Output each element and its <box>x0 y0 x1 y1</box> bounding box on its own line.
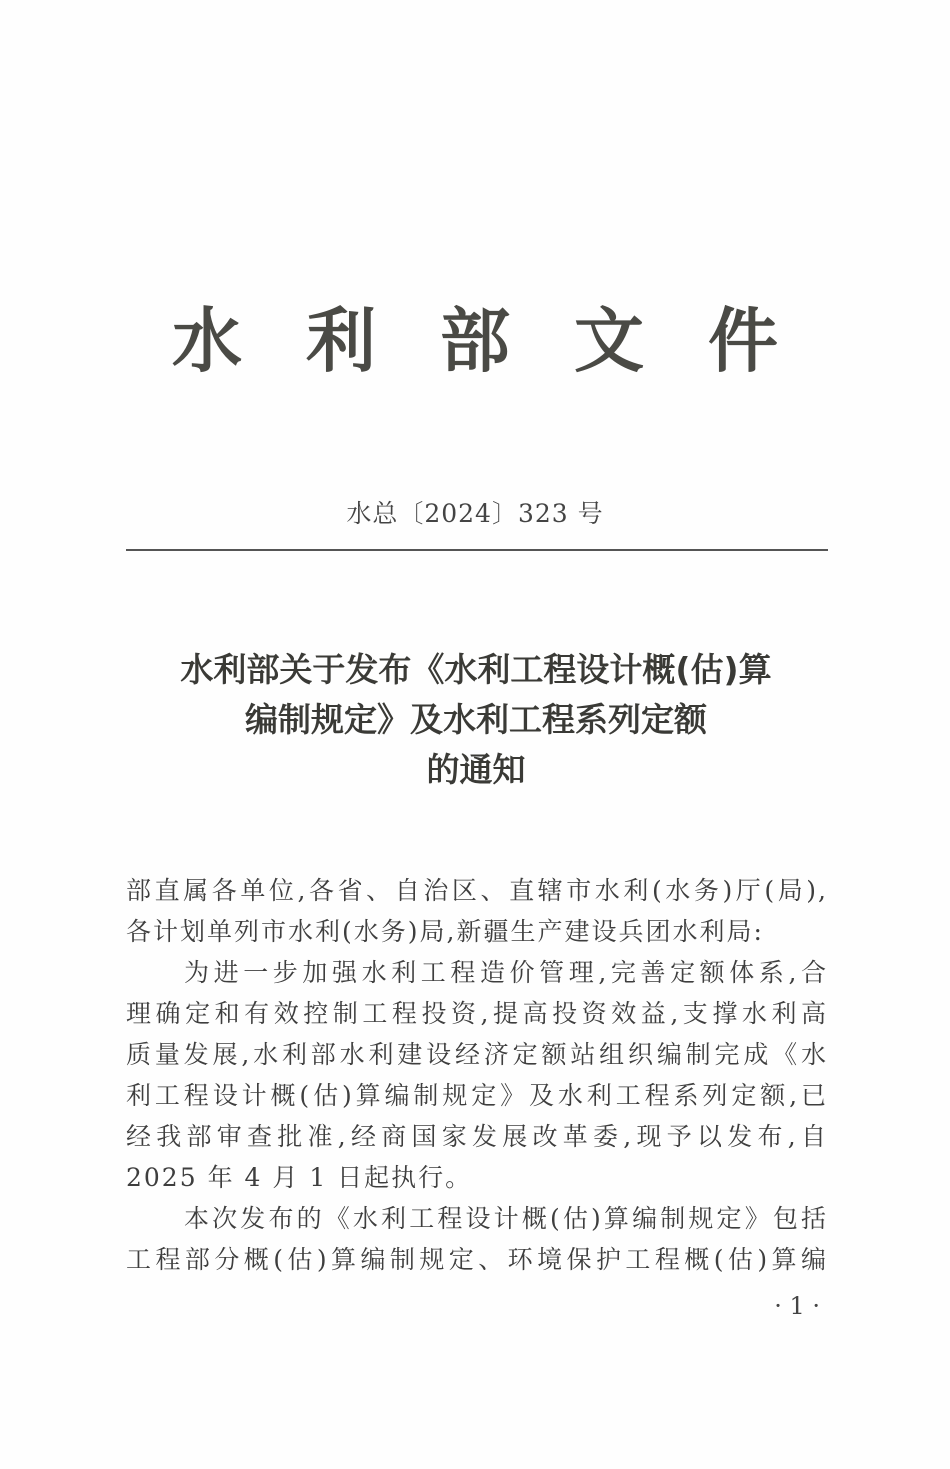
body-line: 利工程设计概(估)算编制规定》及水利工程系列定额,已 <box>126 1081 828 1110</box>
notice-title <box>120 645 832 795</box>
document-number: 水总〔2024〕323 号 <box>346 499 604 528</box>
notice-body <box>126 870 828 1280</box>
body-line: 质量发展,水利部水利建设经济定额站组织编制完成《水 <box>126 1040 828 1069</box>
body-line-recipients: 各计划单列市水利(水务)局,新疆生产建设兵团水利局: <box>126 917 764 946</box>
body-line: 经我部审查批准,经商国家发展改革委,现予以发布,自 <box>126 1122 828 1151</box>
body-line: 为进一步加强水利工程造价管理,完善定额体系,合 <box>184 958 828 987</box>
document-header-title: 水利部文件 <box>172 300 842 382</box>
page-number: · 1 · <box>774 1292 820 1320</box>
body-line-recipients: 部直属各单位,各省、自治区、直辖市水利(水务)厅(局), <box>126 876 828 905</box>
notice-title-line: 的通知 <box>426 750 526 789</box>
body-line: 本次发布的《水利工程设计概(估)算编制规定》包括 <box>184 1204 828 1233</box>
body-line: 2025 年 4 月 1 日起执行。 <box>126 1163 473 1192</box>
notice-title-line: 编制规定》及水利工程系列定额 <box>245 700 707 739</box>
body-line: 理确定和有效控制工程投资,提高投资效益,支撑水利高 <box>126 999 828 1028</box>
body-line: 工程部分概(估)算编制规定、环境保护工程概(估)算编 <box>126 1245 828 1274</box>
header-divider <box>126 549 828 551</box>
notice-title-line: 水利部关于发布《水利工程设计概(估)算 <box>180 650 772 689</box>
